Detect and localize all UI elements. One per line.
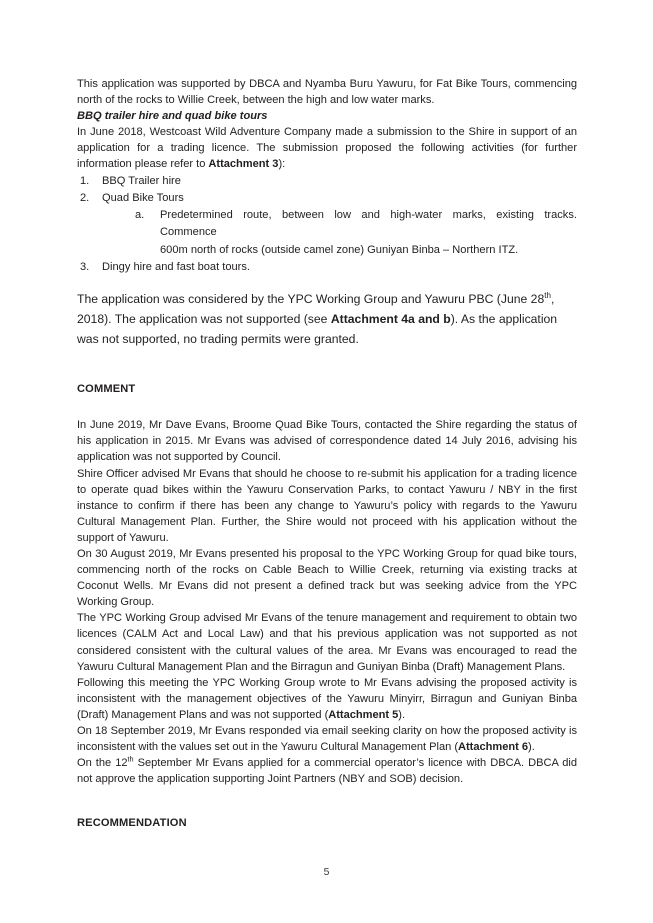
list-item bbox=[77, 173, 577, 190]
comment-p6-text-before: On 18 September 2019, Mr Evans responded via email seeking clarity on how the proposed activity is inconsistent with the values set out in the Yawuru Cultural Management Plan ( bbox=[77, 725, 577, 754]
quad-bike-sublist bbox=[102, 207, 577, 259]
attachment-4a-4b-reference: Attachment 4a and b bbox=[330, 311, 451, 326]
intro-paragraph: This application was supported by DBCA and Nyamba Buru Yawuru, for Fat Bike Tours, commencing north of the rocks to Willie Creek, between the high and low water marks. bbox=[77, 78, 577, 107]
bbq-paragraph bbox=[77, 124, 577, 172]
recommendation-heading: RECOMMENDATION bbox=[77, 817, 187, 830]
bbq-paragraph-text-after: ): bbox=[278, 158, 286, 171]
proposed-activities-list bbox=[77, 173, 577, 277]
sub-list-item-label: Predetermined route, between low and high-water marks, existing tracks. Commence bbox=[160, 209, 577, 239]
sub-list-item-continuation: 600m north of rocks (outside camel zone) Guniyan Binba – Northern ITZ. bbox=[160, 243, 519, 256]
page-number: 5 bbox=[323, 867, 330, 878]
page-footer bbox=[0, 866, 653, 879]
attachment-5-reference: Attachment 5 bbox=[328, 708, 399, 721]
sub-list-marker: a. bbox=[135, 209, 145, 222]
comment-paragraph-1: In June 2019, Mr Dave Evans, Broome Quad Bike Tours, contacted the Shire regarding the status of his application in 2015. Mr Evans was advised of correspondence dated 14 July 2016, advising his application was not supported by Council. bbox=[77, 419, 577, 464]
comment-paragraph-2: Shire Officer advised Mr Evans that should he choose to re-submit his application for a trading licence to operate quad bikes within the Yawuru Conservation Parks, to contact Yawuru / NBY in the first instance to confirm if there has been any change to Yawuru’s policy with regards to the Yawuru Cultural Management Plan. Further, the Shire would not proceed with his application without the support of Yawuru. bbox=[77, 467, 577, 544]
considered-text-part-3: ). As the application was not supported, no trading permits were granted. bbox=[77, 311, 558, 346]
comment-paragraph-4: The YPC Working Group advised Mr Evans of the tenure management and requirement to obtain two licences (CALM Act and Local Law) and that his previous application was not supported as not considered consistent with the cultural values of the area. Mr Evans was encouraged to read the Yawuru Cultural Management Plan and the Birragun and Guniyan Binba (Draft) Management Plans. bbox=[77, 612, 577, 673]
attachment-6-reference: Attachment 6 bbox=[458, 741, 529, 754]
list-item bbox=[77, 190, 577, 259]
bbq-subheading: BBQ trailer hire and quad bike tours bbox=[77, 110, 268, 123]
page-content bbox=[77, 76, 577, 831]
comment-p7-text-before: On the 12 bbox=[77, 757, 128, 770]
ordinal-suffix-th: th bbox=[544, 291, 551, 301]
comment-paragraph-5 bbox=[77, 675, 577, 723]
list-marker: 1. bbox=[80, 174, 90, 187]
spacer bbox=[77, 397, 577, 417]
comment-paragraph-3: On 30 August 2019, Mr Evans presented his proposal to the YPC Working Group for quad bike tours, commencing north of the rocks on Cable Beach to Willie Creek, returning via existing tracks at Coconut Wells. Mr Evans did not present a defined track but was seeking advice from the YPC Working Group. bbox=[77, 547, 577, 609]
comment-p7-text-after: September Mr Evans applied for a commercial operator’s licence with DBCA. DBCA did not approve the application supporting Joint Partners (NBY and SOB) decision. bbox=[77, 757, 577, 786]
comment-p5-text-before: Following this meeting the YPC Working Group wrote to Mr Evans advising the proposed activity is inconsistent with the management objectives of the Yawuru Minyirr, Birragun and Guniyan Binba (Draft) Management Plans and was not supported ( bbox=[77, 676, 577, 721]
comment-p5-text-after: ). bbox=[398, 708, 406, 721]
comment-paragraph-6 bbox=[77, 723, 577, 755]
considered-text-part-2: , 2018). The application was not supported (see bbox=[77, 292, 555, 326]
list-marker: 2. bbox=[80, 191, 90, 204]
bbq-paragraph-text-before: In June 2018, Westcoast Wild Adventure Company made a submission to the Shire in support of an application for a trading licence. The submission proposed the following activities (for further information please refer to bbox=[77, 126, 577, 171]
spacer bbox=[77, 276, 577, 290]
spacer bbox=[77, 349, 577, 381]
application-considered-paragraph bbox=[77, 290, 577, 349]
comment-heading: COMMENT bbox=[77, 383, 136, 396]
considered-text-part-1: The application was considered by the YPC Working Group and Yawuru PBC (June 28 bbox=[77, 292, 545, 307]
spacer bbox=[77, 787, 577, 815]
comment-p6-text-after: ). bbox=[528, 741, 535, 754]
list-item-label: Quad Bike Tours bbox=[102, 191, 184, 204]
ordinal-suffix-th: th bbox=[127, 754, 134, 764]
sub-list-item bbox=[102, 207, 577, 259]
list-item bbox=[77, 259, 577, 276]
attachment-3-reference: Attachment 3 bbox=[208, 158, 279, 171]
list-item-label: BBQ Trailer hire bbox=[102, 174, 181, 187]
list-item-label: Dingy hire and fast boat tours. bbox=[102, 261, 250, 274]
comment-paragraph-7 bbox=[77, 755, 577, 787]
list-marker: 3. bbox=[80, 261, 90, 274]
